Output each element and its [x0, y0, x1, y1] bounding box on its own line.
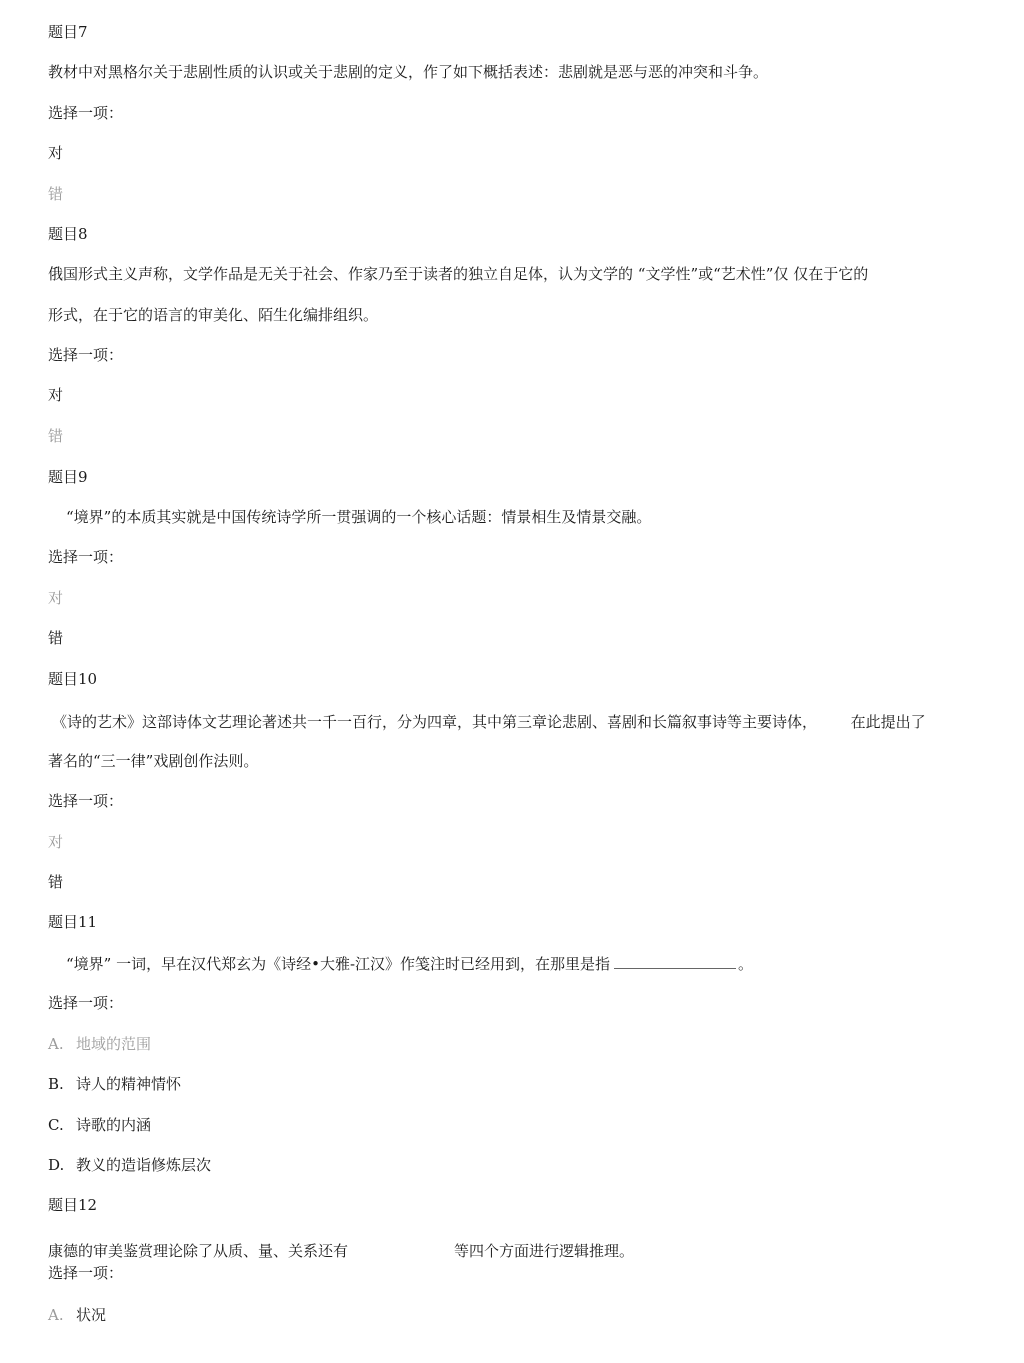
question-11-option-c[interactable] — [48, 1115, 151, 1135]
option-text: 地域的范围 — [76, 1035, 152, 1053]
question-10-prompt: 选择一项： — [48, 792, 124, 810]
question-8-prompt: 选择一项： — [48, 346, 124, 364]
question-9-text: “境界”的本质其实就是中国传统诗学所一贯强调的一个核心话题：情景相生及情景交融。 — [66, 508, 652, 526]
question-10-text-line1 — [52, 712, 926, 732]
option-letter: B. — [48, 1075, 64, 1093]
option-text: 诗人的精神情怀 — [76, 1075, 182, 1093]
question-12-text-part1: 康德的审美鉴赏理论除了从质、量、关系还有 — [48, 1242, 349, 1260]
question-11-option-b[interactable] — [48, 1074, 181, 1094]
question-10-title: 题目10 — [48, 670, 98, 688]
question-7-title: 题目7 — [48, 23, 88, 41]
option-text: 状况 — [76, 1306, 107, 1324]
question-10-text-line1-main: 《诗的艺术》这部诗体文艺理论著述共一千一百行，分为四章，其中第三章论悲剧、喜剧和长篇叙事诗等主要诗体， — [52, 713, 818, 731]
answer-blank — [614, 954, 736, 969]
question-11-option-a[interactable] — [48, 1034, 151, 1054]
question-9-title: 题目9 — [48, 468, 88, 486]
question-9-prompt: 选择一项： — [48, 548, 124, 566]
question-12-title: 题目12 — [48, 1196, 98, 1214]
question-12-option-a[interactable] — [48, 1305, 106, 1325]
question-7-text: 教材中对黑格尔关于悲剧性质的认识或关于悲剧的定义，作了如下概括表述：悲剧就是恶与恶的冲突和斗争。 — [48, 63, 769, 81]
question-8-option-true[interactable]: 对 — [48, 386, 64, 404]
question-11-prompt: 选择一项： — [48, 994, 124, 1012]
question-9-option-false[interactable]: 错 — [48, 629, 64, 647]
question-7-prompt: 选择一项： — [48, 104, 124, 122]
question-12-text-part2: 等四个方面进行逻辑推理。 — [454, 1242, 635, 1260]
question-9-option-true[interactable]: 对 — [48, 589, 64, 607]
question-11-text — [66, 954, 753, 974]
option-letter: C. — [48, 1116, 64, 1134]
question-7-option-true[interactable]: 对 — [48, 144, 64, 162]
question-8-text-line2: 形式，在于它的语言的审美化、陌生化编排组织。 — [48, 306, 379, 324]
option-letter: A. — [48, 1035, 64, 1053]
question-10-option-true[interactable]: 对 — [48, 833, 64, 851]
question-11-option-d[interactable] — [48, 1155, 211, 1175]
question-11-text-before: “境界” 一词，早在汉代郑玄为《诗经•大雅-江汉》作笺注时已经用到，在那里是指 — [66, 955, 611, 973]
option-letter: D. — [48, 1156, 65, 1174]
option-text: 教义的造诣修炼层次 — [76, 1156, 212, 1174]
question-10-text-line1-end: 在此提出了 — [850, 713, 926, 731]
question-8-title: 题目8 — [48, 225, 88, 243]
question-8-text-line1: 俄国形式主义声称，文学作品是无关于社会、作家乃至于读者的独立自足体，认为文学的 “文学性”或“艺术性”仅 仅在于它的 — [48, 265, 869, 283]
question-10-text-line2: 著名的“三一律”戏剧创作法则。 — [48, 752, 259, 770]
question-11-title: 题目11 — [48, 913, 98, 931]
question-11-text-after: 。 — [738, 955, 754, 973]
question-10-option-false[interactable]: 错 — [48, 873, 64, 891]
question-8-option-false[interactable]: 错 — [48, 427, 64, 445]
option-letter: A. — [48, 1306, 64, 1324]
question-7-option-false[interactable]: 错 — [48, 185, 64, 203]
option-text: 诗歌的内涵 — [76, 1116, 152, 1134]
question-12-text — [48, 1241, 634, 1261]
question-12-prompt: 选择一项： — [48, 1264, 124, 1282]
